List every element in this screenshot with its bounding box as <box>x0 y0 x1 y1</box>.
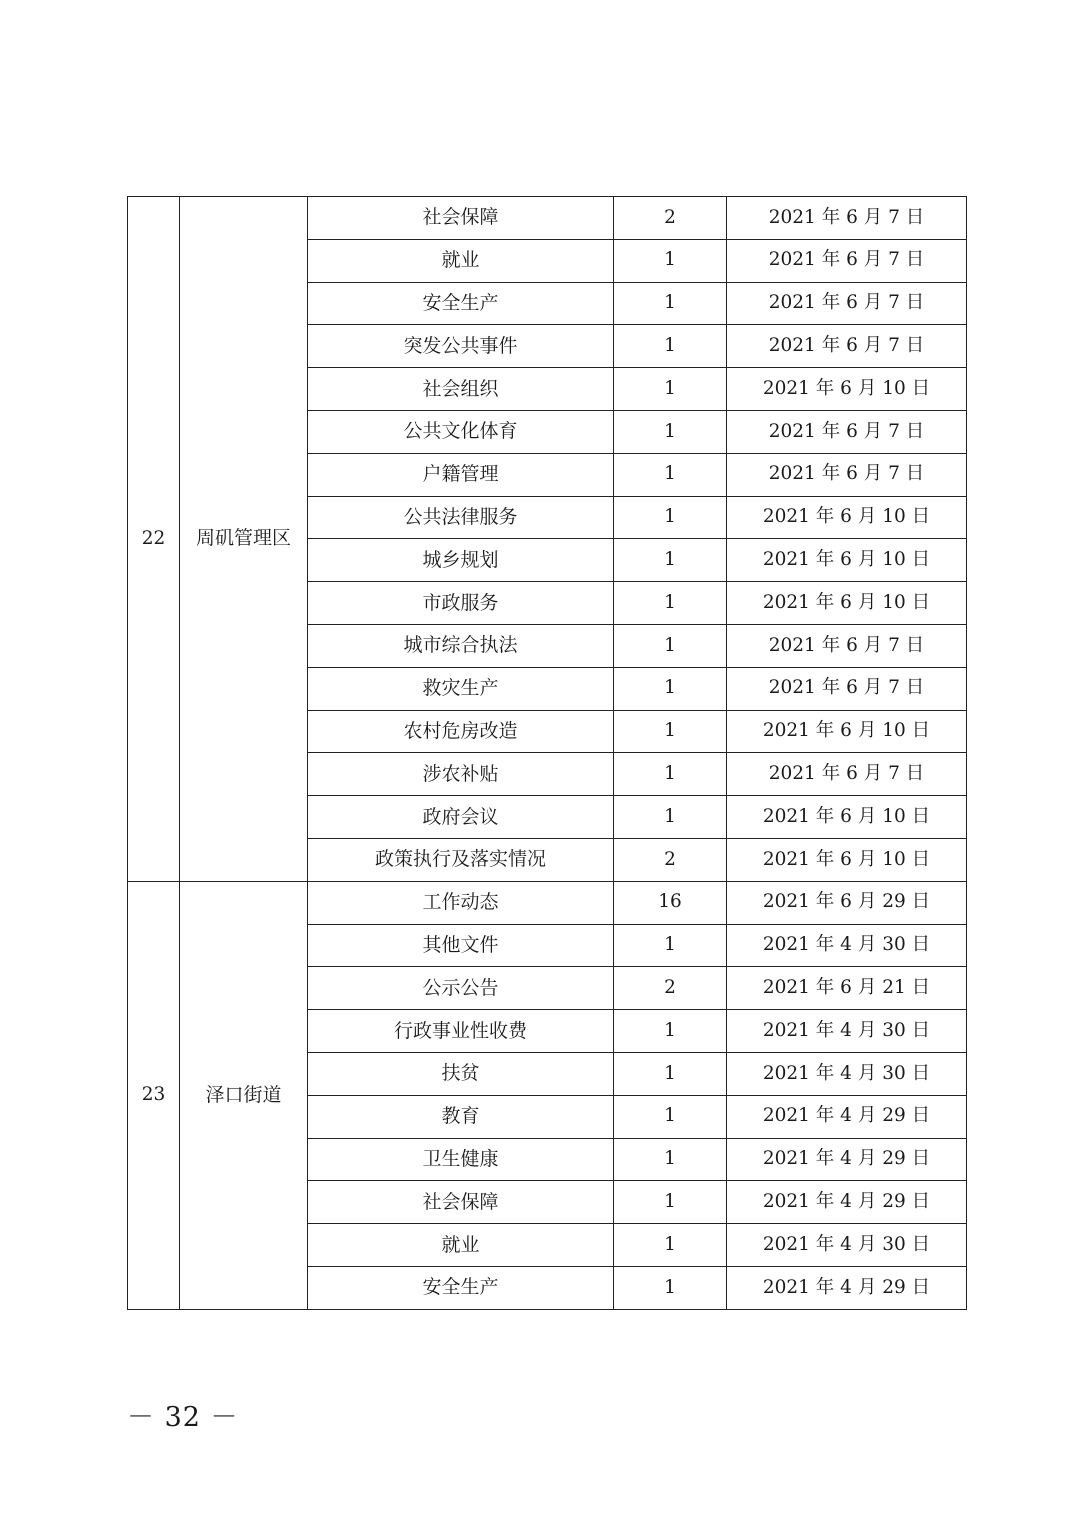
table-row <box>128 881 967 924</box>
category-cell: 突发公共事件 <box>308 325 614 368</box>
date-cell: 2021 年 6 月 7 日 <box>727 197 967 240</box>
count-cell: 1 <box>614 1095 727 1138</box>
table-row <box>128 197 967 240</box>
group-index-cell: 22 <box>128 197 180 882</box>
date-cell: 2021 年 4 月 29 日 <box>727 1266 967 1309</box>
count-cell: 1 <box>614 1010 727 1053</box>
date-cell: 2021 年 6 月 7 日 <box>727 239 967 282</box>
count-cell: 16 <box>614 881 727 924</box>
group-unit-cell: 周矶管理区 <box>180 197 308 882</box>
count-cell: 2 <box>614 197 727 240</box>
date-cell: 2021 年 4 月 30 日 <box>727 1010 967 1053</box>
date-cell: 2021 年 6 月 7 日 <box>727 453 967 496</box>
count-cell: 1 <box>614 667 727 710</box>
category-cell: 公共文化体育 <box>308 410 614 453</box>
category-cell: 就业 <box>308 239 614 282</box>
date-cell: 2021 年 6 月 21 日 <box>727 967 967 1010</box>
date-cell: 2021 年 6 月 7 日 <box>727 753 967 796</box>
date-cell: 2021 年 6 月 10 日 <box>727 582 967 625</box>
count-cell: 1 <box>614 796 727 839</box>
count-cell: 1 <box>614 1052 727 1095</box>
category-cell: 公共法律服务 <box>308 496 614 539</box>
category-cell: 安全生产 <box>308 1266 614 1309</box>
date-cell: 2021 年 6 月 7 日 <box>727 410 967 453</box>
count-cell: 2 <box>614 967 727 1010</box>
date-cell: 2021 年 6 月 7 日 <box>727 325 967 368</box>
category-cell: 市政服务 <box>308 582 614 625</box>
date-cell: 2021 年 4 月 30 日 <box>727 924 967 967</box>
count-cell: 1 <box>614 1138 727 1181</box>
group-index-cell: 23 <box>128 881 180 1309</box>
count-cell: 1 <box>614 410 727 453</box>
category-cell: 公示公告 <box>308 967 614 1010</box>
category-cell: 涉农补贴 <box>308 753 614 796</box>
count-cell: 1 <box>614 496 727 539</box>
date-cell: 2021 年 6 月 10 日 <box>727 838 967 881</box>
category-cell: 政府会议 <box>308 796 614 839</box>
category-cell: 卫生健康 <box>308 1138 614 1181</box>
category-cell: 安全生产 <box>308 282 614 325</box>
count-cell: 1 <box>614 453 727 496</box>
count-cell: 1 <box>614 325 727 368</box>
category-cell: 其他文件 <box>308 924 614 967</box>
page-number: － 32 － <box>127 1402 239 1433</box>
category-cell: 就业 <box>308 1224 614 1267</box>
category-cell: 社会组织 <box>308 368 614 411</box>
count-cell: 1 <box>614 924 727 967</box>
count-cell: 1 <box>614 282 727 325</box>
date-cell: 2021 年 6 月 29 日 <box>727 881 967 924</box>
count-cell: 2 <box>614 838 727 881</box>
category-cell: 社会保障 <box>308 197 614 240</box>
category-cell: 户籍管理 <box>308 453 614 496</box>
table-body <box>128 197 967 1310</box>
count-cell: 1 <box>614 368 727 411</box>
category-cell: 工作动态 <box>308 881 614 924</box>
date-cell: 2021 年 6 月 7 日 <box>727 282 967 325</box>
count-cell: 1 <box>614 239 727 282</box>
date-cell: 2021 年 6 月 10 日 <box>727 368 967 411</box>
count-cell: 1 <box>614 539 727 582</box>
category-cell: 城乡规划 <box>308 539 614 582</box>
count-cell: 1 <box>614 1266 727 1309</box>
date-cell: 2021 年 6 月 10 日 <box>727 710 967 753</box>
date-cell: 2021 年 6 月 10 日 <box>727 496 967 539</box>
count-cell: 1 <box>614 1224 727 1267</box>
disclosure-table <box>127 196 967 1310</box>
date-cell: 2021 年 4 月 30 日 <box>727 1052 967 1095</box>
count-cell: 1 <box>614 1181 727 1224</box>
category-cell: 行政事业性收费 <box>308 1010 614 1053</box>
date-cell: 2021 年 4 月 29 日 <box>727 1181 967 1224</box>
date-cell: 2021 年 4 月 29 日 <box>727 1138 967 1181</box>
count-cell: 1 <box>614 710 727 753</box>
count-cell: 1 <box>614 582 727 625</box>
date-cell: 2021 年 4 月 29 日 <box>727 1095 967 1138</box>
date-cell: 2021 年 6 月 7 日 <box>727 624 967 667</box>
count-cell: 1 <box>614 624 727 667</box>
category-cell: 社会保障 <box>308 1181 614 1224</box>
category-cell: 政策执行及落实情况 <box>308 838 614 881</box>
count-cell: 1 <box>614 753 727 796</box>
category-cell: 救灾生产 <box>308 667 614 710</box>
date-cell: 2021 年 6 月 10 日 <box>727 539 967 582</box>
category-cell: 扶贫 <box>308 1052 614 1095</box>
category-cell: 教育 <box>308 1095 614 1138</box>
date-cell: 2021 年 6 月 10 日 <box>727 796 967 839</box>
category-cell: 农村危房改造 <box>308 710 614 753</box>
date-cell: 2021 年 6 月 7 日 <box>727 667 967 710</box>
group-unit-cell: 泽口街道 <box>180 881 308 1309</box>
date-cell: 2021 年 4 月 30 日 <box>727 1224 967 1267</box>
category-cell: 城市综合执法 <box>308 624 614 667</box>
